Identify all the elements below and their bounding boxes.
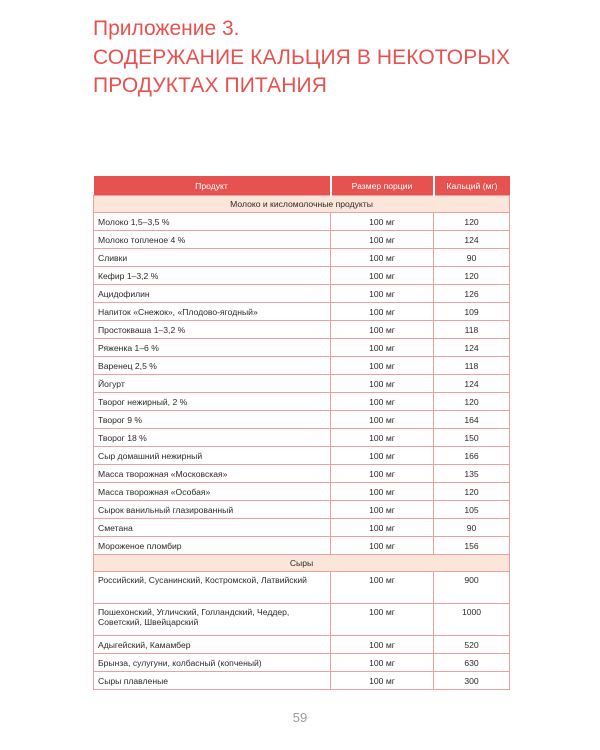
section-row <box>94 555 510 572</box>
portion-cell: 100 мг <box>331 303 434 321</box>
calcium-cell: 90 <box>434 519 510 537</box>
page-number: 59 <box>292 710 308 725</box>
calcium-cell: 156 <box>434 537 510 555</box>
calcium-cell: 120 <box>434 393 510 411</box>
table-header-row <box>94 176 510 196</box>
product-cell: Пошехонский, Угличский, Голландский, Чеддер, Советский, Швейцарский <box>94 604 331 636</box>
section-title: Сыры <box>94 555 510 572</box>
product-cell: Масса творожная «Особая» <box>94 483 331 501</box>
table-row <box>94 465 510 483</box>
calcium-cell: 164 <box>434 411 510 429</box>
table-body <box>94 196 510 690</box>
header-calcium: Кальций (мг) <box>434 176 510 196</box>
table-row <box>94 339 510 357</box>
product-cell: Творог нежирный, 2 % <box>94 393 331 411</box>
product-cell: Сырок ванильный глазированный <box>94 501 331 519</box>
product-cell: Простокваша 1–3,2 % <box>94 321 331 339</box>
calcium-cell: 124 <box>434 231 510 249</box>
table-row <box>94 213 510 231</box>
table-row <box>94 375 510 393</box>
product-cell: Варенец 2,5 % <box>94 357 331 375</box>
product-cell: Ацидофилин <box>94 285 331 303</box>
calcium-cell: 520 <box>434 636 510 654</box>
portion-cell: 100 мг <box>331 636 434 654</box>
table-row <box>94 429 510 447</box>
table-row <box>94 303 510 321</box>
portion-cell: 100 мг <box>331 537 434 555</box>
product-cell: Творог 18 % <box>94 429 331 447</box>
calcium-cell: 1000 <box>434 604 510 636</box>
portion-cell: 100 мг <box>331 393 434 411</box>
portion-cell: 100 мг <box>331 447 434 465</box>
portion-cell: 100 мг <box>331 654 434 672</box>
table-row <box>94 411 510 429</box>
table-row <box>94 357 510 375</box>
section-title: Молоко и кисломолочные продукты <box>94 196 510 213</box>
table-row <box>94 501 510 519</box>
calcium-cell: 105 <box>434 501 510 519</box>
product-cell: Молоко 1,5–3,5 % <box>94 213 331 231</box>
product-cell: Ряженка 1–6 % <box>94 339 331 357</box>
portion-cell: 100 мг <box>331 429 434 447</box>
calcium-cell: 150 <box>434 429 510 447</box>
title-line-2: СОДЕРЖАНИЕ КАЛЬЦИЯ В НЕКОТОРЫХ <box>93 46 511 69</box>
header-portion: Размер порции <box>331 176 434 196</box>
calcium-cell: 120 <box>434 483 510 501</box>
product-cell: Сметана <box>94 519 331 537</box>
product-cell: Сыры плавленые <box>94 672 331 690</box>
portion-cell: 100 мг <box>331 213 434 231</box>
product-cell: Кефир 1–3,2 % <box>94 267 331 285</box>
calcium-cell: 124 <box>434 339 510 357</box>
table-row <box>94 231 510 249</box>
header-product: Продукт <box>94 176 331 196</box>
product-cell: Сыр домашний нежирный <box>94 447 331 465</box>
page-title <box>93 14 510 100</box>
portion-cell: 100 мг <box>331 267 434 285</box>
calcium-cell: 300 <box>434 672 510 690</box>
title-line-3: ПРОДУКТАХ ПИТАНИЯ <box>93 74 327 97</box>
table-row <box>94 537 510 555</box>
portion-cell: 100 мг <box>331 249 434 267</box>
table-row <box>94 519 510 537</box>
portion-cell: 100 мг <box>331 519 434 537</box>
table-row <box>94 393 510 411</box>
table-row <box>94 267 510 285</box>
product-cell: Адыгейский, Камамбер <box>94 636 331 654</box>
portion-cell: 100 мг <box>331 231 434 249</box>
product-cell: Сливки <box>94 249 331 267</box>
calcium-cell: 900 <box>434 572 510 604</box>
table-row <box>94 572 510 604</box>
calcium-cell: 118 <box>434 321 510 339</box>
product-cell: Молоко топленое 4 % <box>94 231 331 249</box>
product-cell: Йогурт <box>94 375 331 393</box>
table-row <box>94 447 510 465</box>
portion-cell: 100 мг <box>331 285 434 303</box>
table-row <box>94 321 510 339</box>
calcium-cell: 120 <box>434 267 510 285</box>
product-cell: Масса творожная «Московская» <box>94 465 331 483</box>
table-row <box>94 654 510 672</box>
portion-cell: 100 мг <box>331 604 434 636</box>
product-cell: Брынза, сулугуни, колбасный (копченый) <box>94 654 331 672</box>
table-row <box>94 636 510 654</box>
portion-cell: 100 мг <box>331 672 434 690</box>
calcium-cell: 135 <box>434 465 510 483</box>
portion-cell: 100 мг <box>331 411 434 429</box>
table-row <box>94 249 510 267</box>
calcium-cell: 124 <box>434 375 510 393</box>
calcium-cell: 109 <box>434 303 510 321</box>
portion-cell: 100 мг <box>331 483 434 501</box>
calcium-table <box>93 176 510 690</box>
calcium-cell: 166 <box>434 447 510 465</box>
portion-cell: 100 мг <box>331 321 434 339</box>
table-row <box>94 483 510 501</box>
product-cell: Творог 9 % <box>94 411 331 429</box>
product-cell: Мороженое пломбир <box>94 537 331 555</box>
portion-cell: 100 мг <box>331 375 434 393</box>
appendix-label: Приложение 3. <box>93 17 240 40</box>
calcium-cell: 126 <box>434 285 510 303</box>
portion-cell: 100 мг <box>331 465 434 483</box>
table-row <box>94 672 510 690</box>
table-row <box>94 604 510 636</box>
portion-cell: 100 мг <box>331 572 434 604</box>
calcium-cell: 630 <box>434 654 510 672</box>
portion-cell: 100 мг <box>331 501 434 519</box>
portion-cell: 100 мг <box>331 339 434 357</box>
product-cell: Напиток «Снежок», «Плодово-ягодный» <box>94 303 331 321</box>
calcium-cell: 120 <box>434 213 510 231</box>
product-cell: Российский, Сусанинский, Костромской, Латвийский <box>94 572 331 604</box>
calcium-cell: 90 <box>434 249 510 267</box>
calcium-cell: 118 <box>434 357 510 375</box>
table-row <box>94 285 510 303</box>
portion-cell: 100 мг <box>331 357 434 375</box>
section-row <box>94 196 510 213</box>
